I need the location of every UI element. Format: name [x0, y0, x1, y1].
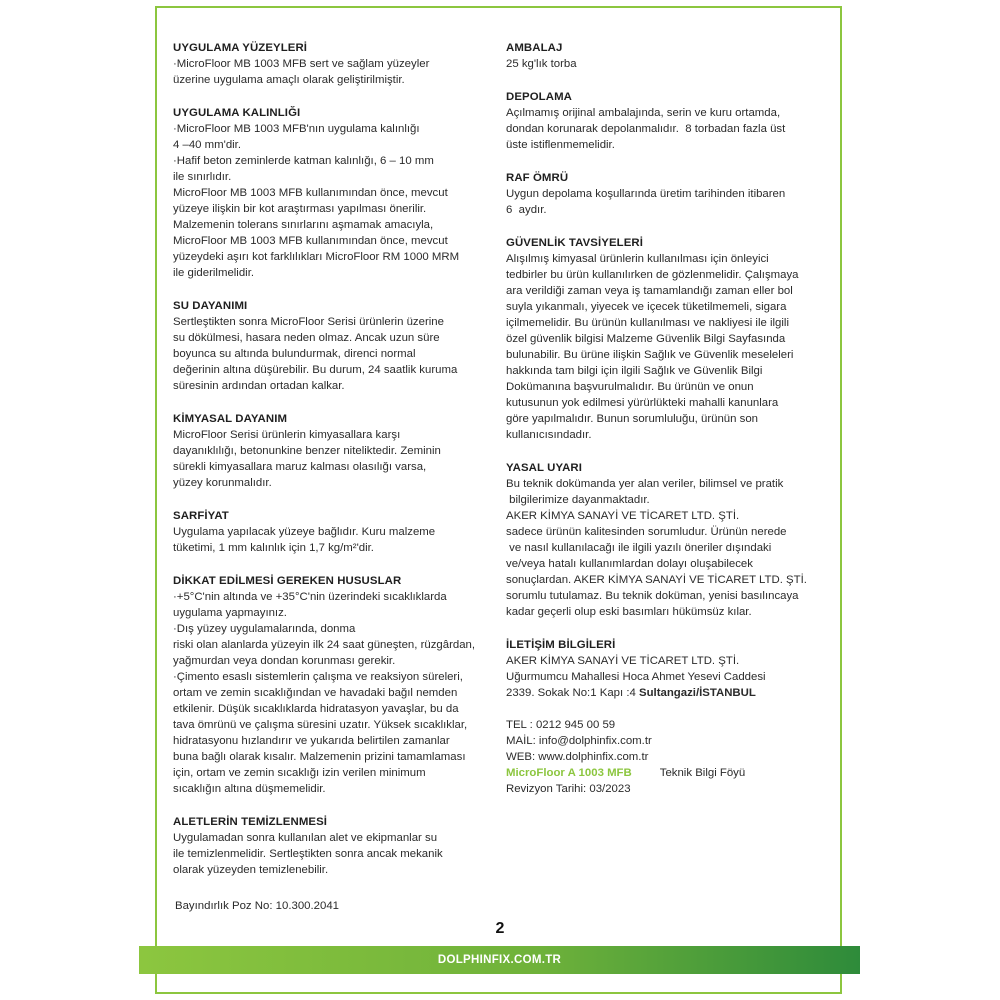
section-text-line: suyla yıkanmalı, yiyecek ve içecek tüketilmemeli, sigara [506, 301, 787, 313]
contact-mail[interactable]: MAİL: info@dolphinfix.com.tr [506, 735, 652, 747]
section-heading: SU DAYANIMI [173, 300, 248, 312]
section-text-line: 25 kg'lık torba [506, 58, 577, 70]
section-text-line: kullanıcısındadır. [506, 429, 592, 441]
website-link[interactable]: DOLPHINFIX.COM.TR [437, 954, 562, 966]
section-text-line: ortam ve zemin sıcaklığından ve havadaki bağıl nemden [173, 687, 458, 699]
section-text-line: sadece ürünün kalitesinden sorumludur. Ürünün nerede [506, 526, 787, 538]
poz-number: Bayındırlık Poz No: 10.300.2041 [175, 900, 340, 912]
section-text-line: Açılmamış orijinal ambalajında, serin ve kuru ortamda, [506, 107, 781, 119]
section-text-line: AKER KİMYA SANAYİ VE TİCARET LTD. ŞTİ. [506, 510, 740, 522]
section-text-line: içilmemelidir. Bu ürünün kullanılması ve nakliyesi ile ilgili [506, 317, 789, 329]
section-text-line: ·Dış yüzey uygulamalarında, donma [173, 623, 356, 635]
section-text-line: yüzeye ilişkin bir kot araştırması yapılması önerilir. [173, 203, 427, 215]
section [173, 105, 498, 281]
section-text-line: ·MicroFloor MB 1003 MFB sert ve sağlam yüzeyler [173, 58, 430, 70]
section-text-line: hidratasyonu hızlandırır ve yukarıda belirtilen zamanlar [173, 735, 450, 747]
section-text-line: üzerine uygulama amaçlı olarak geliştirilmiştir. [173, 74, 405, 86]
section-heading: UYGULAMA KALINLIĞI [173, 107, 301, 119]
section-text-line: ve nasıl kullanılacağı ile ilgili yazılı öneriler dışındaki [506, 542, 772, 554]
section-text-line: su dökülmesi, hasara neden olmaz. Ancak uzun süre [173, 332, 440, 344]
section-text-line: sıcaklığın altına düşmemelidir. [173, 783, 326, 795]
section-text-line: yüzeydeki aşırı kot farklılıkları MicroFloor RM 1000 MRM [173, 251, 460, 263]
product-name: MicroFloor A 1003 MFB [506, 767, 632, 779]
section-text-line: özel güvenlik bilgisi Malzeme Güvenlik Bilgi Sayfasında [506, 333, 786, 345]
section-text-line: ·MicroFloor MB 1003 MFB'nın uygulama kalınlığı [173, 123, 420, 135]
section-text-line: yüzey korunmalıdır. [173, 477, 272, 489]
right-column [506, 40, 836, 814]
doc-type: Teknik Bilgi Föyü [659, 767, 746, 779]
section-text-line: değerinin altına düşürebilir. Bu durum, 24 saatlik kuruma [173, 364, 458, 376]
section-text-line: Uygulama yapılacak yüzeye bağlıdır. Kuru malzeme [173, 526, 436, 538]
section-text-line: ·+5°C'nin altında ve +35°C'nin üzerindeki sıcaklıklarda [173, 591, 447, 603]
section-text-line: Sertleştikten sonra MicroFloor Serisi ürünlerin üzerine [173, 316, 444, 328]
section-text-line: kutusunun yok edilmesi yürürlükteki mahalli kanunlara [506, 397, 779, 409]
section-heading: RAF ÖMRÜ [506, 172, 569, 184]
section [506, 170, 836, 218]
contact-address-2: 2339. Sokak No:1 Kapı :4 Sultangazi/İSTANBUL [506, 687, 756, 699]
section-text-line: göre yapılmalıdır. Bunun sorumluluğu, ürünün son [506, 413, 759, 425]
product-line [506, 765, 836, 781]
section [506, 89, 836, 153]
section-text-line: olarak yüzeyden temizlenebilir. [173, 864, 329, 876]
section-text-line: tava ömrünü ve çalışma süresini uzatır. Yüksek sıcaklıklar, [173, 719, 468, 731]
section-text-line: bulunabilir. Bu ürüne ilişkin Sağlık ve Güvenlik meseleleri [506, 349, 794, 361]
section-text-line: tedbirler bu ürün kullanılırken de gözlenmelidir. Çalışmaya [506, 269, 799, 281]
contact-tel: TEL : 0212 945 00 59 [506, 719, 616, 731]
section-text-line: Uygun depolama koşullarında üretim tarihinden itibaren [506, 188, 786, 200]
contact-web[interactable]: WEB: www.dolphinfix.com.tr [506, 751, 649, 763]
section-heading: SARFİYAT [173, 510, 229, 522]
section-text-line: 4 –40 mm'dir. [173, 139, 242, 151]
section-text-line: yağmurdan veya dondan korunması gerekir. [173, 655, 396, 667]
section-text-line: ve/veya hatalı kullanımlardan dolayı oluşabilecek [506, 558, 753, 570]
section-text-line: Dokümanına başvurulmalıdır. Bu ürünün ve onun [506, 381, 754, 393]
section-text-line: ile giderilmelidir. [173, 267, 255, 279]
section-heading: DEPOLAMA [506, 91, 572, 103]
section-text-line: süresinin ardından ortadan kalkar. [173, 380, 345, 392]
section-heading: KİMYASAL DAYANIM [173, 413, 288, 425]
section-text-line: Bu teknik dokümanda yer alan veriler, bilimsel ve pratik [506, 478, 784, 490]
section-text-line: boyunca su altında bulundurmak, direnci normal [173, 348, 416, 360]
section [173, 814, 498, 878]
section [173, 508, 498, 556]
section-text-line: ·Hafif beton zeminlerde katman kalınlığı, 6 – 10 mm [173, 155, 434, 167]
section [173, 411, 498, 491]
section [173, 40, 498, 88]
section-heading: YASAL UYARI [506, 462, 583, 474]
section [173, 298, 498, 394]
section-text-line: buna bağlı olarak kısalır. Malzemenin prizini tamamlaması [173, 751, 466, 763]
section-text-line: MicroFloor Serisi ürünlerin kimyasallara karşı [173, 429, 401, 441]
section-heading: GÜVENLİK TAVSİYELERİ [506, 237, 644, 249]
page-number: 2 [495, 920, 505, 937]
section-text-line: Uygulamadan sonra kullanılan alet ve ekipmanlar su [173, 832, 438, 844]
section-text-line: etkilenir. Düşük sıcaklıklarda hidratasyon yavaşlar, bu da [173, 703, 459, 715]
section-text-line: ile sınırlıdır. [173, 171, 232, 183]
section-text-line: Alışılmış kimyasal ürünlerin kullanılması için önleyici [506, 253, 769, 265]
section-text-line: uygulama yapmayınız. [173, 607, 287, 619]
section-text-line: MicroFloor MB 1003 MFB kullanımından önce, mevcut [173, 187, 448, 199]
section-text-line: bilgilerimize dayanmaktadır. [506, 494, 650, 506]
section [506, 460, 836, 620]
section-heading: ALETLERİN TEMİZLENMESİ [173, 816, 328, 828]
contact-company: AKER KİMYA SANAYİ VE TİCARET LTD. ŞTİ. [506, 655, 740, 667]
contact-section [506, 637, 836, 797]
revision-date: Revizyon Tarihi: 03/2023 [506, 783, 631, 795]
section [506, 235, 836, 443]
section-text-line: riski olan alanlarda yüzeyin ilk 24 saat güneşten, rüzgârdan, [173, 639, 476, 651]
section [173, 573, 498, 797]
section-heading: AMBALAJ [506, 42, 563, 54]
section-text-line: sonuçlardan. AKER KİMYA SANAYİ VE TİCARET LTD. ŞTİ. [506, 574, 807, 586]
section-text-line: üste istiflenmemelidir. [506, 139, 615, 151]
section-text-line: tüketimi, 1 mm kalınlık için 1,7 kg/m²'dir. [173, 542, 374, 554]
section-text-line: için, ortam ve zemin sıcaklığı izin verilen minimum [173, 767, 426, 779]
left-column [173, 40, 498, 895]
section-text-line: hakkında tam bilgi için ilgili Sağlık ve Güvenlik Bilgi [506, 365, 763, 377]
section-heading: DİKKAT EDİLMESİ GEREKEN HUSUSLAR [173, 575, 402, 587]
section-text-line: kadar geçerli olup eski basımları hükümsüz kılar. [506, 606, 752, 618]
website-banner[interactable] [139, 946, 860, 974]
section-text-line: ·Çimento esaslı sistemlerin çalışma ve reaksiyon süreleri, [173, 671, 463, 683]
section-text-line: ile temizlenmelidir. Sertleştikten sonra ancak mekanik [173, 848, 443, 860]
section-text-line: dondan korunarak depolanmalıdır. 8 torbadan fazla üst [506, 123, 786, 135]
section-text-line: sorumlu tutulamaz. Bu teknik doküman, yenisi basılıncaya [506, 590, 799, 602]
section-text-line: 6 aydır. [506, 204, 547, 216]
contact-address-1: Uğurmumcu Mahallesi Hoca Ahmet Yesevi Caddesi [506, 671, 766, 683]
section-text-line: MicroFloor MB 1003 MFB kullanımından önce, mevcut [173, 235, 448, 247]
section-text-line: ara verildiği zaman veya iş tamamlandığı zaman eller bol [506, 285, 793, 297]
contact-heading: İLETİŞİM BİLGİLERİ [506, 639, 616, 651]
section-text-line: sürekli kimyasallara maruz kalması olasılığı varsa, [173, 461, 427, 473]
section [506, 40, 836, 72]
section-text-line: dayanıklılığı, betonunkine benzer niteliktedir. Zeminin [173, 445, 441, 457]
section-text-line: Malzemenin tolerans sınırlarını aşmamak amacıyla, [173, 219, 434, 231]
section-heading: UYGULAMA YÜZEYLERİ [173, 42, 308, 54]
